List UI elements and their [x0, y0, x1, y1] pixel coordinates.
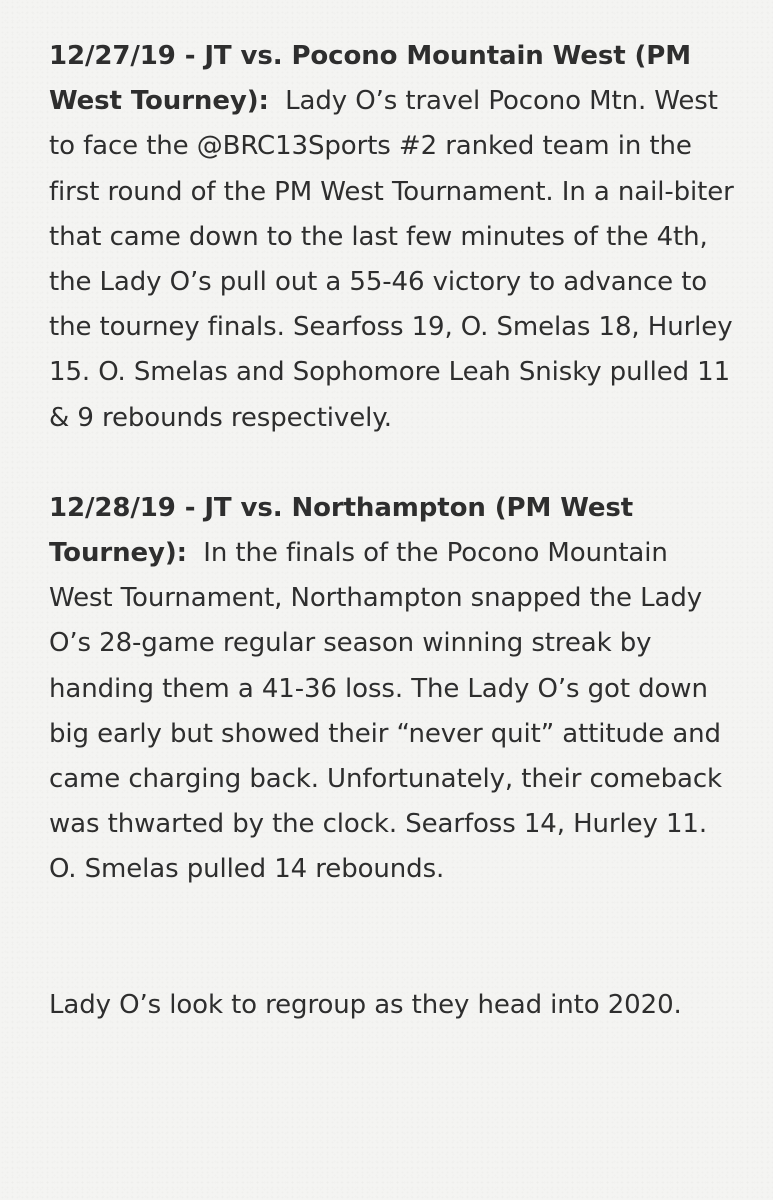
game-summary: Lady O’s travel Pocono Mtn. West to face the @BRC13Sports #2 ranked team in the first round of the PM West Tournament. In a nail-biter that came down to the last few minutes of the 4th, the Lady O’s pull out a 55-46 victory to advance to the tourney finals. Searfoss 19, O. Smelas 18, Hurley 15. O. Smelas and Sophomore Leah Snisky pulled 11 & 9 rebounds respectively. — [49, 86, 734, 433]
game-heading: 12/28/19 - JT vs. Northampton (PM West Tourney): — [49, 492, 634, 569]
note-content — [49, 34, 739, 1028]
game-summary: In the finals of the Pocono Mountain West Tournament, Northampton snapped the Lady O’s 28-game regular season winning streak by handing them a 41-36 loss. The Lady O’s got down big early but showed their “never quit” attitude and came charging back. Unfortunately, their comeback was thwarted by the clock. Searfoss 14, Hurley 11. O. Smelas pulled 14 rebounds. — [49, 538, 722, 885]
closing-line: Lady O’s look to regroup as they head into 2020. — [49, 989, 682, 1020]
game-entry — [49, 486, 739, 893]
game-entry — [49, 34, 739, 441]
game-heading: 12/27/19 - JT vs. Pocono Mountain West (PM West Tourney): — [49, 41, 692, 117]
